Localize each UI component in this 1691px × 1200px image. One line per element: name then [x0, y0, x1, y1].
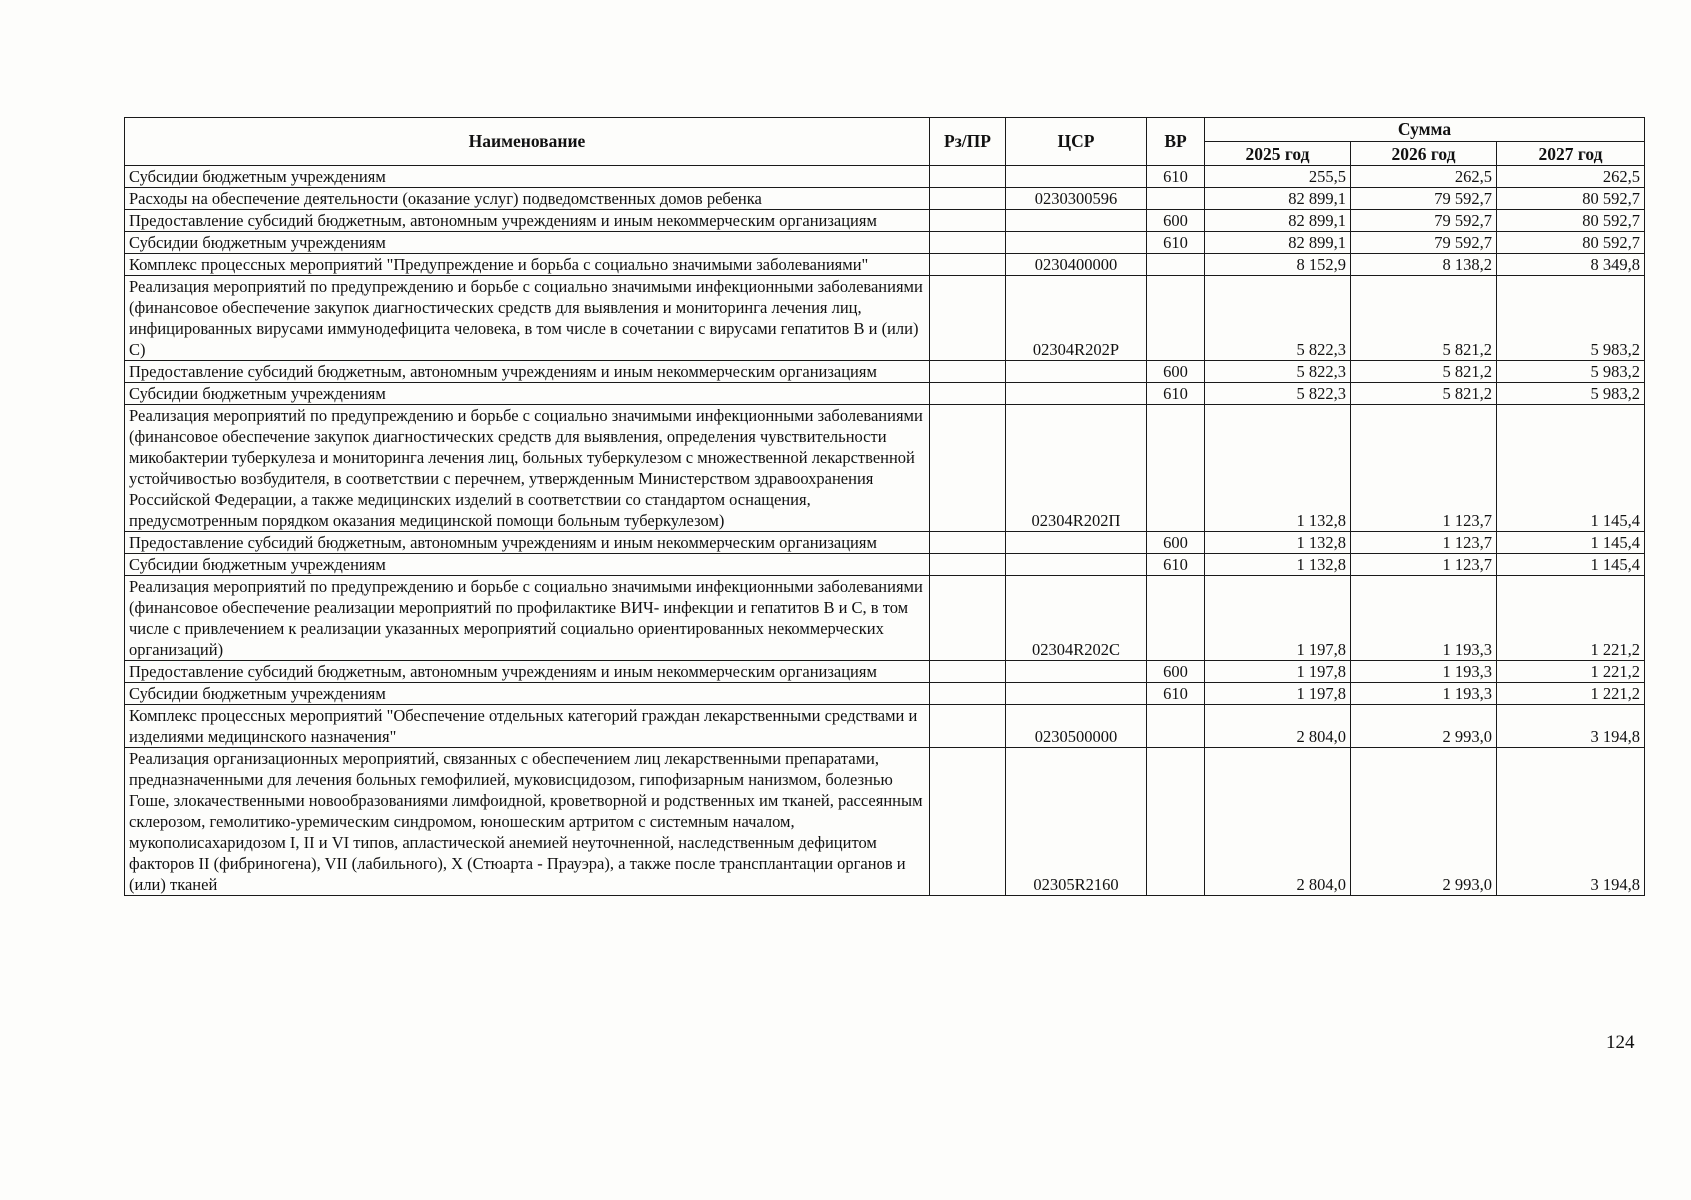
- cell-rzpr: [930, 361, 1006, 383]
- cell-name: Комплекс процессных мероприятий "Обеспечение отдельных категорий граждан лекарственными средствами и изделиями медицинского назначения": [125, 705, 930, 748]
- cell-y2025: 82 899,1: [1205, 210, 1351, 232]
- cell-y2027: 262,5: [1497, 166, 1645, 188]
- cell-y2027: 3 194,8: [1497, 748, 1645, 896]
- table-row: [125, 405, 1645, 532]
- cell-vr: 610: [1147, 166, 1205, 188]
- cell-name: Реализация мероприятий по предупреждению и борьбе с социально значимыми инфекционными заболеваниями (финансовое обеспечение реализации мероприятий по профилактике ВИЧ- инфекции и гепатитов B и C, в том числе с привлечением к реализации указанных мероприятий социально ориентированных некоммерческих организаций): [125, 576, 930, 661]
- cell-y2026: 2 993,0: [1351, 748, 1497, 896]
- cell-y2025: 5 822,3: [1205, 383, 1351, 405]
- cell-name: Реализация мероприятий по предупреждению и борьбе с социально значимыми инфекционными заболеваниями (финансовое обеспечение закупок диагностических средств для выявления и мониторинга лечения лиц, инфицированных вирусами иммунодефицита человека, в том числе в сочетании с вирусами гепатитов B и (или) C): [125, 276, 930, 361]
- cell-y2027: 1 221,2: [1497, 661, 1645, 683]
- cell-rzpr: [930, 210, 1006, 232]
- cell-y2027: 5 983,2: [1497, 383, 1645, 405]
- cell-y2025: 1 132,8: [1205, 405, 1351, 532]
- cell-rzpr: [930, 683, 1006, 705]
- cell-rzpr: [930, 554, 1006, 576]
- cell-rzpr: [930, 276, 1006, 361]
- cell-y2026: 5 821,2: [1351, 361, 1497, 383]
- header-csr: ЦСР: [1006, 118, 1147, 166]
- cell-rzpr: [930, 383, 1006, 405]
- cell-name: Субсидии бюджетным учреждениям: [125, 554, 930, 576]
- cell-y2025: 8 152,9: [1205, 254, 1351, 276]
- cell-y2025: 1 197,8: [1205, 683, 1351, 705]
- cell-y2027: 5 983,2: [1497, 276, 1645, 361]
- cell-name: Предоставление субсидий бюджетным, автономным учреждениям и иным некоммерческим организациям: [125, 210, 930, 232]
- cell-vr: 600: [1147, 661, 1205, 683]
- cell-vr: 610: [1147, 232, 1205, 254]
- cell-vr: 600: [1147, 361, 1205, 383]
- header-2027: 2027 год: [1497, 142, 1645, 166]
- table-row: [125, 661, 1645, 683]
- cell-y2025: 2 804,0: [1205, 705, 1351, 748]
- cell-y2027: 1 145,4: [1497, 405, 1645, 532]
- table-row: [125, 683, 1645, 705]
- cell-y2027: 1 221,2: [1497, 683, 1645, 705]
- cell-y2025: 82 899,1: [1205, 232, 1351, 254]
- cell-vr: 610: [1147, 683, 1205, 705]
- cell-y2027: 5 983,2: [1497, 361, 1645, 383]
- cell-y2026: 1 123,7: [1351, 554, 1497, 576]
- cell-y2026: 79 592,7: [1351, 232, 1497, 254]
- cell-y2027: 8 349,8: [1497, 254, 1645, 276]
- cell-y2026: 1 123,7: [1351, 405, 1497, 532]
- cell-csr: [1006, 554, 1147, 576]
- cell-name: Предоставление субсидий бюджетным, автономным учреждениям и иным некоммерческим организациям: [125, 532, 930, 554]
- cell-vr: 600: [1147, 532, 1205, 554]
- cell-csr: [1006, 166, 1147, 188]
- cell-vr: [1147, 405, 1205, 532]
- cell-csr: [1006, 683, 1147, 705]
- table-row: [125, 748, 1645, 896]
- cell-csr: 02304R202С: [1006, 576, 1147, 661]
- table-row: [125, 383, 1645, 405]
- budget-table: [124, 117, 1645, 896]
- cell-y2026: 1 193,3: [1351, 683, 1497, 705]
- table-row: [125, 554, 1645, 576]
- cell-vr: 600: [1147, 210, 1205, 232]
- cell-csr: [1006, 661, 1147, 683]
- table-row: [125, 361, 1645, 383]
- cell-y2026: 1 193,3: [1351, 576, 1497, 661]
- cell-csr: [1006, 361, 1147, 383]
- cell-rzpr: [930, 405, 1006, 532]
- cell-csr: 0230300596: [1006, 188, 1147, 210]
- cell-csr: [1006, 532, 1147, 554]
- header-2025: 2025 год: [1205, 142, 1351, 166]
- table-row: [125, 532, 1645, 554]
- cell-y2025: 5 822,3: [1205, 276, 1351, 361]
- cell-y2027: 80 592,7: [1497, 188, 1645, 210]
- header-vr: ВР: [1147, 118, 1205, 166]
- cell-vr: [1147, 188, 1205, 210]
- cell-csr: 0230400000: [1006, 254, 1147, 276]
- cell-y2025: 1 132,8: [1205, 532, 1351, 554]
- header-name: Наименование: [125, 118, 930, 166]
- table-row: [125, 210, 1645, 232]
- cell-name: Субсидии бюджетным учреждениям: [125, 383, 930, 405]
- table-row: [125, 705, 1645, 748]
- cell-name: Субсидии бюджетным учреждениям: [125, 683, 930, 705]
- table-row: [125, 166, 1645, 188]
- cell-y2026: 1 123,7: [1351, 532, 1497, 554]
- table-row: [125, 232, 1645, 254]
- cell-csr: [1006, 383, 1147, 405]
- table-row: [125, 254, 1645, 276]
- cell-csr: [1006, 210, 1147, 232]
- cell-rzpr: [930, 748, 1006, 896]
- cell-vr: 610: [1147, 554, 1205, 576]
- cell-rzpr: [930, 166, 1006, 188]
- cell-y2025: 1 197,8: [1205, 576, 1351, 661]
- cell-csr: 02304R202П: [1006, 405, 1147, 532]
- cell-y2026: 79 592,7: [1351, 210, 1497, 232]
- cell-rzpr: [930, 705, 1006, 748]
- cell-rzpr: [930, 188, 1006, 210]
- table-row: [125, 576, 1645, 661]
- cell-y2025: 1 197,8: [1205, 661, 1351, 683]
- cell-y2026: 5 821,2: [1351, 383, 1497, 405]
- cell-name: Субсидии бюджетным учреждениям: [125, 232, 930, 254]
- cell-y2025: 2 804,0: [1205, 748, 1351, 896]
- table-body: [125, 166, 1645, 896]
- header-rzpr: Рз/ПР: [930, 118, 1006, 166]
- cell-name: Комплекс процессных мероприятий "Предупреждение и борьба с социально значимыми заболеваниями": [125, 254, 930, 276]
- cell-y2027: 3 194,8: [1497, 705, 1645, 748]
- table-row: [125, 276, 1645, 361]
- cell-y2026: 2 993,0: [1351, 705, 1497, 748]
- header-sum: Сумма: [1205, 118, 1645, 142]
- cell-y2027: 1 221,2: [1497, 576, 1645, 661]
- cell-csr: 02305R2160: [1006, 748, 1147, 896]
- header-2026: 2026 год: [1351, 142, 1497, 166]
- cell-rzpr: [930, 532, 1006, 554]
- cell-y2027: 1 145,4: [1497, 554, 1645, 576]
- cell-y2025: 82 899,1: [1205, 188, 1351, 210]
- cell-name: Предоставление субсидий бюджетным, автономным учреждениям и иным некоммерческим организациям: [125, 361, 930, 383]
- cell-y2027: 80 592,7: [1497, 232, 1645, 254]
- cell-name: Реализация организационных мероприятий, связанных с обеспечением лиц лекарственными препаратами, предназначенными для лечения больных гемофилией, муковисцидозом, гипофизарным нанизмом, болезнью Гоше, злокачественными новообразованиями лимфоидной, кроветворной и родственных им тканей, рассеянным склерозом, гемолитико-уремическим синдромом, юношеским артритом с системным началом, мукополисахаридозом I, II и VI типов, апластической анемией неуточненной, наследственным дефицитом факторов II (фибриногена), VII (лабильного), X (Стюарта - Прауэра), а также после трансплантации органов и (или) тканей: [125, 748, 930, 896]
- cell-vr: [1147, 254, 1205, 276]
- cell-rzpr: [930, 254, 1006, 276]
- cell-vr: [1147, 276, 1205, 361]
- table-row: [125, 188, 1645, 210]
- cell-rzpr: [930, 232, 1006, 254]
- cell-y2025: 255,5: [1205, 166, 1351, 188]
- cell-csr: 0230500000: [1006, 705, 1147, 748]
- cell-y2026: 79 592,7: [1351, 188, 1497, 210]
- cell-y2025: 5 822,3: [1205, 361, 1351, 383]
- cell-name: Субсидии бюджетным учреждениям: [125, 166, 930, 188]
- cell-rzpr: [930, 576, 1006, 661]
- cell-vr: [1147, 705, 1205, 748]
- cell-y2025: 1 132,8: [1205, 554, 1351, 576]
- cell-csr: [1006, 232, 1147, 254]
- cell-vr: 610: [1147, 383, 1205, 405]
- cell-csr: 02304R202Р: [1006, 276, 1147, 361]
- page-number: 124: [1606, 1032, 1635, 1053]
- cell-y2026: 1 193,3: [1351, 661, 1497, 683]
- cell-y2026: 8 138,2: [1351, 254, 1497, 276]
- cell-name: Реализация мероприятий по предупреждению и борьбе с социально значимыми инфекционными заболеваниями (финансовое обеспечение закупок диагностических средств для выявления, определения чувствительности микобактерии туберкулеза и мониторинга лечения лиц, больных туберкулезом с множественной лекарственной устойчивостью возбудителя, в соответствии с перечнем, утвержденным Министерством здравоохранения Российской Федерации, а также медицинских изделий в соответствии со стандартом оснащения, предусмотренным порядком оказания медицинской помощи больным туберкулезом): [125, 405, 930, 532]
- cell-y2027: 80 592,7: [1497, 210, 1645, 232]
- cell-y2027: 1 145,4: [1497, 532, 1645, 554]
- cell-vr: [1147, 748, 1205, 896]
- cell-name: Расходы на обеспечение деятельности (оказание услуг) подведомственных домов ребенка: [125, 188, 930, 210]
- cell-vr: [1147, 576, 1205, 661]
- cell-rzpr: [930, 661, 1006, 683]
- cell-y2026: 262,5: [1351, 166, 1497, 188]
- cell-name: Предоставление субсидий бюджетным, автономным учреждениям и иным некоммерческим организациям: [125, 661, 930, 683]
- cell-y2026: 5 821,2: [1351, 276, 1497, 361]
